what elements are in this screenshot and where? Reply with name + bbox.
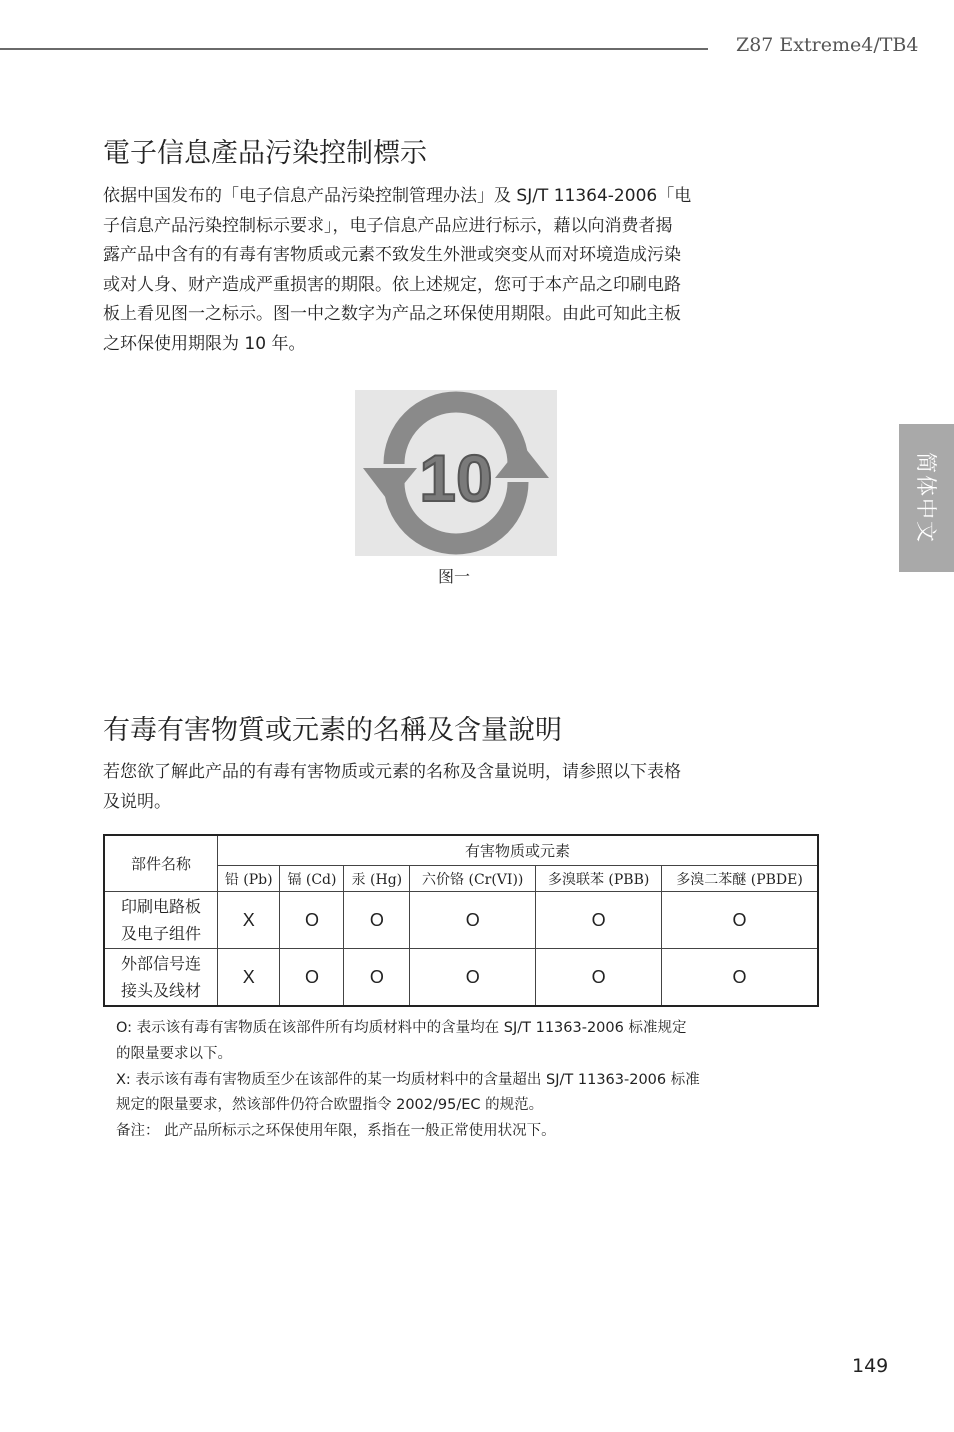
column-header: 多溴联苯 (PBB) — [536, 866, 662, 892]
recycle-arrows-icon — [355, 390, 557, 556]
part-name-cell — [104, 949, 218, 1007]
value-cell: O — [410, 949, 536, 1007]
language-side-tab-label: 简体中文 — [913, 452, 938, 544]
logo-number: 10 — [419, 441, 493, 515]
value-cell: O — [536, 892, 662, 949]
section2-line: 若您欲了解此产品的有毒有害物质或元素的名称及含量说明，请参照以下表格 — [103, 762, 681, 782]
column-header: 六价铬 (Cr(VI)) — [410, 866, 536, 892]
section1-paragraph — [103, 182, 763, 359]
value-cell: O — [280, 892, 344, 949]
column-header: 汞 (Hg) — [344, 866, 410, 892]
column-header: 铅 (Pb) — [218, 866, 280, 892]
value-cell: X — [218, 892, 280, 949]
value-cell: O — [410, 892, 536, 949]
part-name-cell — [104, 892, 218, 949]
section1-line: 露产品中含有的有毒有害物质或元素不致发生外泄或突变从而对环境造成污染 — [103, 245, 681, 265]
note-line: O: 表示该有毒有害物质在该部件所有均质材料中的含量均在 SJ/T 11363-2006 标准规定 — [116, 1020, 687, 1036]
part-name-header: 部件名称 — [104, 835, 218, 892]
section2-title: 有毒有害物質或元素的名稱及含量說明 — [103, 715, 562, 746]
column-header: 多溴二苯醚 (PBDE) — [662, 866, 818, 892]
section1-title: 電子信息產品污染控制標示 — [103, 138, 427, 169]
note-line: 的限量要求以下。 — [116, 1045, 232, 1062]
substances-group-header: 有害物质或元素 — [218, 835, 819, 866]
table-row — [104, 892, 818, 949]
eco-period-logo — [355, 390, 557, 556]
part-name-line: 接头及线材 — [120, 981, 201, 1000]
table-row — [104, 949, 818, 1007]
part-name-line: 及电子组件 — [120, 924, 201, 943]
note-line: 备注： 此产品所标示之环保使用年限，系指在一般正常使用状况下。 — [116, 1123, 556, 1140]
section2-line: 及说明。 — [103, 791, 171, 812]
section1-line: 子信息产品污染控制标示要求」，电子信息产品应进行标示，藉以向消费者揭 — [103, 215, 673, 236]
header-model-name: Z87 Extreme4/TB4 — [736, 34, 919, 56]
value-cell: O — [344, 892, 410, 949]
figure-caption: 图一 — [437, 567, 470, 586]
value-cell: O — [662, 892, 818, 949]
section1-line: 或对人身、财产造成严重损害的期限。依上述规定，您可于本产品之印刷电路 — [103, 274, 681, 295]
value-cell: O — [536, 949, 662, 1007]
section1-line: 依据中国发布的「电子信息产品污染控制管理办法」及 SJ/T 11364-2006「电 — [103, 186, 692, 206]
value-cell: X — [218, 949, 280, 1007]
page-number: 149 — [852, 1355, 889, 1377]
part-name-line: 外部信号连 — [120, 954, 201, 973]
part-name-line: 印刷电路板 — [120, 897, 201, 916]
section1-line: 板上看见图一之标示。图一中之数字为产品之环保使用期限。由此可知此主板 — [103, 304, 681, 324]
note-line: 规定的限量要求，然该部件仍符合欧盟指令 2002/95/EC 的规范。 — [116, 1097, 544, 1114]
section1-line: 之环保使用期限为 10 年。 — [103, 333, 306, 354]
hazardous-substances-table — [103, 834, 819, 1007]
section2-paragraph — [103, 758, 763, 817]
header-rule — [0, 48, 708, 50]
value-cell: O — [662, 949, 818, 1007]
table-notes — [116, 1016, 796, 1145]
language-side-tab — [899, 424, 954, 572]
column-header: 镉 (Cd) — [280, 866, 344, 892]
value-cell: O — [344, 949, 410, 1007]
note-line: X: 表示该有毒有害物质至少在该部件的某一均质材料中的含量超出 SJ/T 11363-2006 标准 — [116, 1071, 700, 1088]
value-cell: O — [280, 949, 344, 1007]
